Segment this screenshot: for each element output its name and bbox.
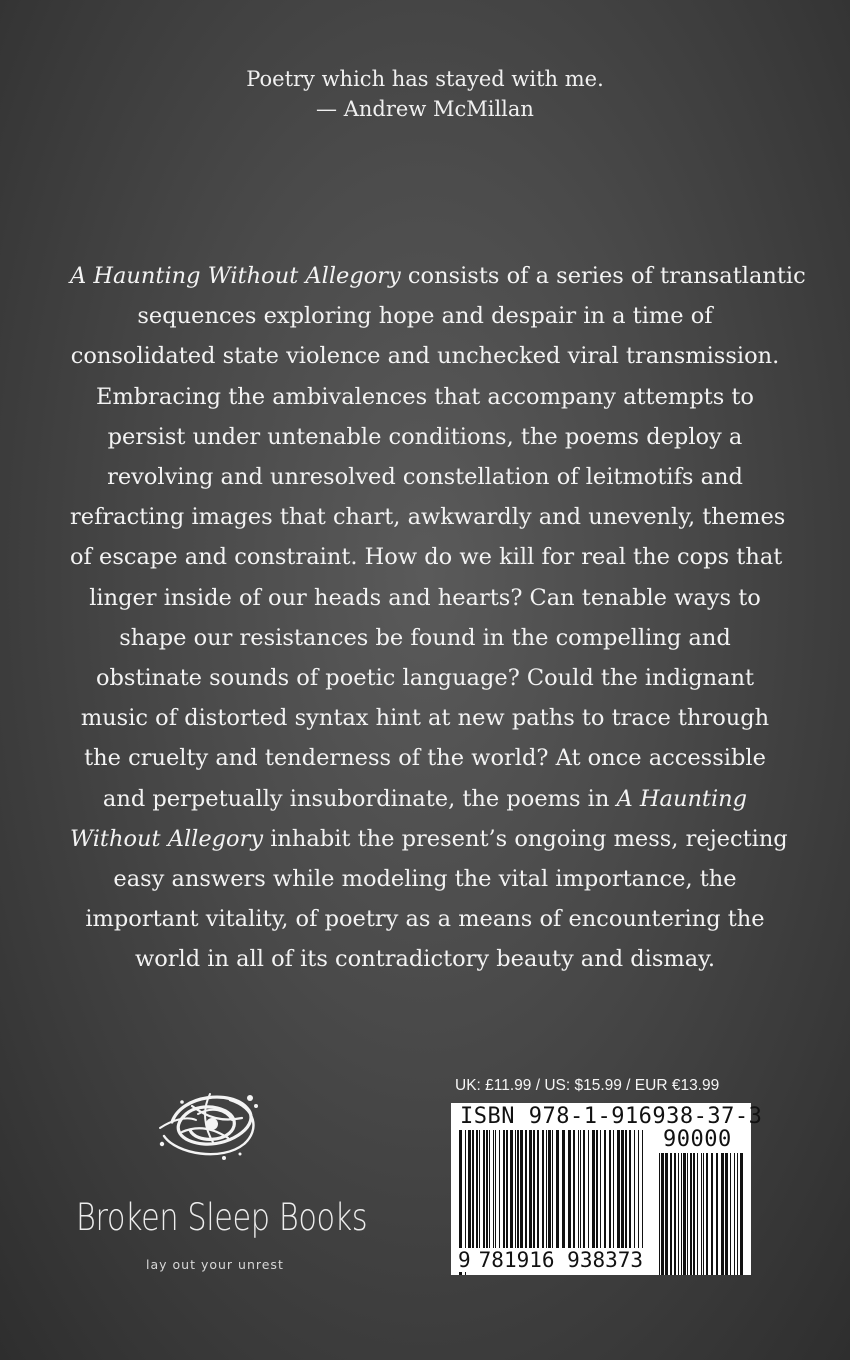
barcode-bar xyxy=(609,1130,611,1249)
barcode-bar xyxy=(604,1130,606,1249)
barcode-bar xyxy=(674,1153,676,1275)
barcode-bar xyxy=(681,1153,682,1275)
barcode-bar xyxy=(596,1130,598,1249)
publisher-name: Broken Sleep Books xyxy=(76,1196,368,1239)
description-line: inhabit the present’s ongoing mess, rejecting xyxy=(270,825,788,852)
barcode-bar xyxy=(725,1153,728,1275)
barcode-bar xyxy=(493,1130,494,1249)
barcode-bar xyxy=(642,1130,643,1249)
barcode-digit-first: 9 xyxy=(458,1248,471,1272)
barcode-bar xyxy=(638,1130,639,1249)
barcode-bar xyxy=(529,1130,532,1249)
endorsement xyxy=(0,64,850,124)
barcode-bar xyxy=(740,1153,743,1275)
description-line: important vitality, of poetry as a means of encountering the xyxy=(85,906,765,933)
barcode-digit-group-2: 938373 xyxy=(567,1248,644,1272)
barcode-bar xyxy=(592,1130,595,1249)
description-line: Embracing the ambivalences that accompany attempts to xyxy=(96,383,754,410)
barcode-bar xyxy=(548,1130,551,1249)
barcode-bar xyxy=(583,1130,585,1249)
barcode-bar xyxy=(659,1153,660,1275)
barcode-bar xyxy=(670,1153,672,1275)
barcode-bar xyxy=(730,1153,731,1275)
barcode-bar xyxy=(479,1130,480,1249)
description-line: music of distorted syntax hint at new paths to trace through xyxy=(80,705,770,732)
barcode-bar xyxy=(495,1130,496,1249)
barcode-digits xyxy=(456,1248,645,1272)
book-description xyxy=(70,256,806,980)
description-line: of escape and constraint. How do we kill for real the cops that xyxy=(70,544,783,571)
barcode-bar xyxy=(510,1130,513,1249)
barcode-bar xyxy=(621,1130,624,1249)
barcode-bar xyxy=(687,1153,688,1275)
barcode-bar xyxy=(489,1130,490,1249)
description-line: refracting images that chart, awkwardly and unevenly, themes xyxy=(70,504,786,531)
book-title-italic: A Haunting Without Allegory xyxy=(70,263,401,289)
barcode-bar xyxy=(661,1153,664,1275)
barcode-bar xyxy=(629,1130,631,1249)
barcode-bar xyxy=(716,1153,718,1275)
addon-code: 90000 xyxy=(663,1127,732,1152)
isbn-label: ISBN 978-1-916938-37-3 xyxy=(460,1104,763,1129)
barcode-bar xyxy=(578,1130,579,1249)
barcode-bar xyxy=(711,1153,713,1275)
endorsement-attribution: — Andrew McMillan xyxy=(316,97,534,121)
description-line: easy answers while modeling the vital importance, the xyxy=(113,866,737,893)
barcode-bar xyxy=(520,1130,523,1249)
barcode-bar xyxy=(472,1130,474,1249)
barcode-bar xyxy=(542,1130,544,1249)
barcode-bar xyxy=(701,1153,702,1275)
description-line: linger inside of our heads and hearts? Can tenable ways to xyxy=(89,584,761,611)
barcode-bar xyxy=(503,1130,505,1249)
barcode-bar xyxy=(665,1153,668,1275)
description-line: revolving and unresolved constellation of leitmotifs and xyxy=(107,464,743,491)
barcode-bar xyxy=(483,1130,485,1249)
book-title-italic: Without Allegory xyxy=(70,825,264,852)
description-line: shape our resistances be found in the compelling and xyxy=(119,624,731,651)
barcode-bar xyxy=(625,1130,627,1249)
barcode-bar xyxy=(556,1130,559,1249)
barcode-digit-group-1: 781916 xyxy=(478,1248,555,1272)
barcode-bar xyxy=(546,1130,547,1249)
barcode-bar xyxy=(499,1130,500,1249)
barcode-bar xyxy=(552,1130,553,1249)
barcode-bar xyxy=(613,1130,614,1249)
barcode-bar xyxy=(703,1153,704,1275)
barcode-bar xyxy=(617,1130,620,1249)
barcode-bar xyxy=(683,1153,686,1275)
barcode-bar xyxy=(486,1130,488,1249)
barcode-bar xyxy=(525,1130,527,1249)
isbn-barcode xyxy=(451,1103,763,1275)
endorsement-quote: Poetry which has stayed with me. xyxy=(246,67,604,91)
barcode-bar xyxy=(737,1153,738,1275)
description-line: consists of a series of transatlantic xyxy=(407,263,806,289)
description-line: and perpetually insubordinate, the poems in xyxy=(102,785,610,812)
barcode-bar xyxy=(693,1153,695,1275)
barcode-bar xyxy=(634,1130,635,1249)
barcode-addon-bars xyxy=(659,1153,747,1275)
barcode-bar xyxy=(690,1153,692,1275)
barcode-bar xyxy=(568,1130,571,1249)
description-line: obstinate sounds of poetic language? Could the indignant xyxy=(95,665,755,692)
barcode-bar xyxy=(537,1130,539,1249)
barcode-bar xyxy=(468,1130,471,1249)
description-line: sequences exploring hope and despair in a time of xyxy=(137,303,713,330)
barcode-bar xyxy=(515,1130,516,1249)
description-line: world in all of its contradictory beauty and dismay. xyxy=(134,946,716,973)
barcode-bar xyxy=(721,1153,724,1275)
barcode-bar xyxy=(588,1130,589,1249)
description-line: consolidated state violence and unchecked viral transmission. xyxy=(70,343,780,370)
barcode-bar xyxy=(600,1130,601,1249)
description-line: persist under untenable conditions, the poems deploy a xyxy=(107,423,743,450)
price-line: UK: £11.99 / US: $15.99 / EUR €13.99 xyxy=(455,1077,720,1094)
publisher-tagline: lay out your unrest xyxy=(146,1257,284,1272)
barcode-bar xyxy=(506,1130,508,1249)
description-line: the cruelty and tenderness of the world? At once accessible xyxy=(84,745,766,772)
barcode-bar xyxy=(533,1130,535,1249)
barcode-bar xyxy=(562,1130,565,1249)
ink-scribble-logo-icon xyxy=(152,1084,270,1170)
barcode-bar xyxy=(580,1130,581,1249)
barcode-bar xyxy=(517,1130,519,1249)
barcode-bar xyxy=(697,1153,698,1275)
barcode-bar xyxy=(476,1130,478,1249)
barcode-bar xyxy=(678,1153,679,1275)
barcode-bar xyxy=(573,1130,575,1249)
barcode-bar xyxy=(706,1153,708,1275)
book-title-italic: A Haunting xyxy=(616,785,748,812)
barcode-bar xyxy=(734,1153,735,1275)
